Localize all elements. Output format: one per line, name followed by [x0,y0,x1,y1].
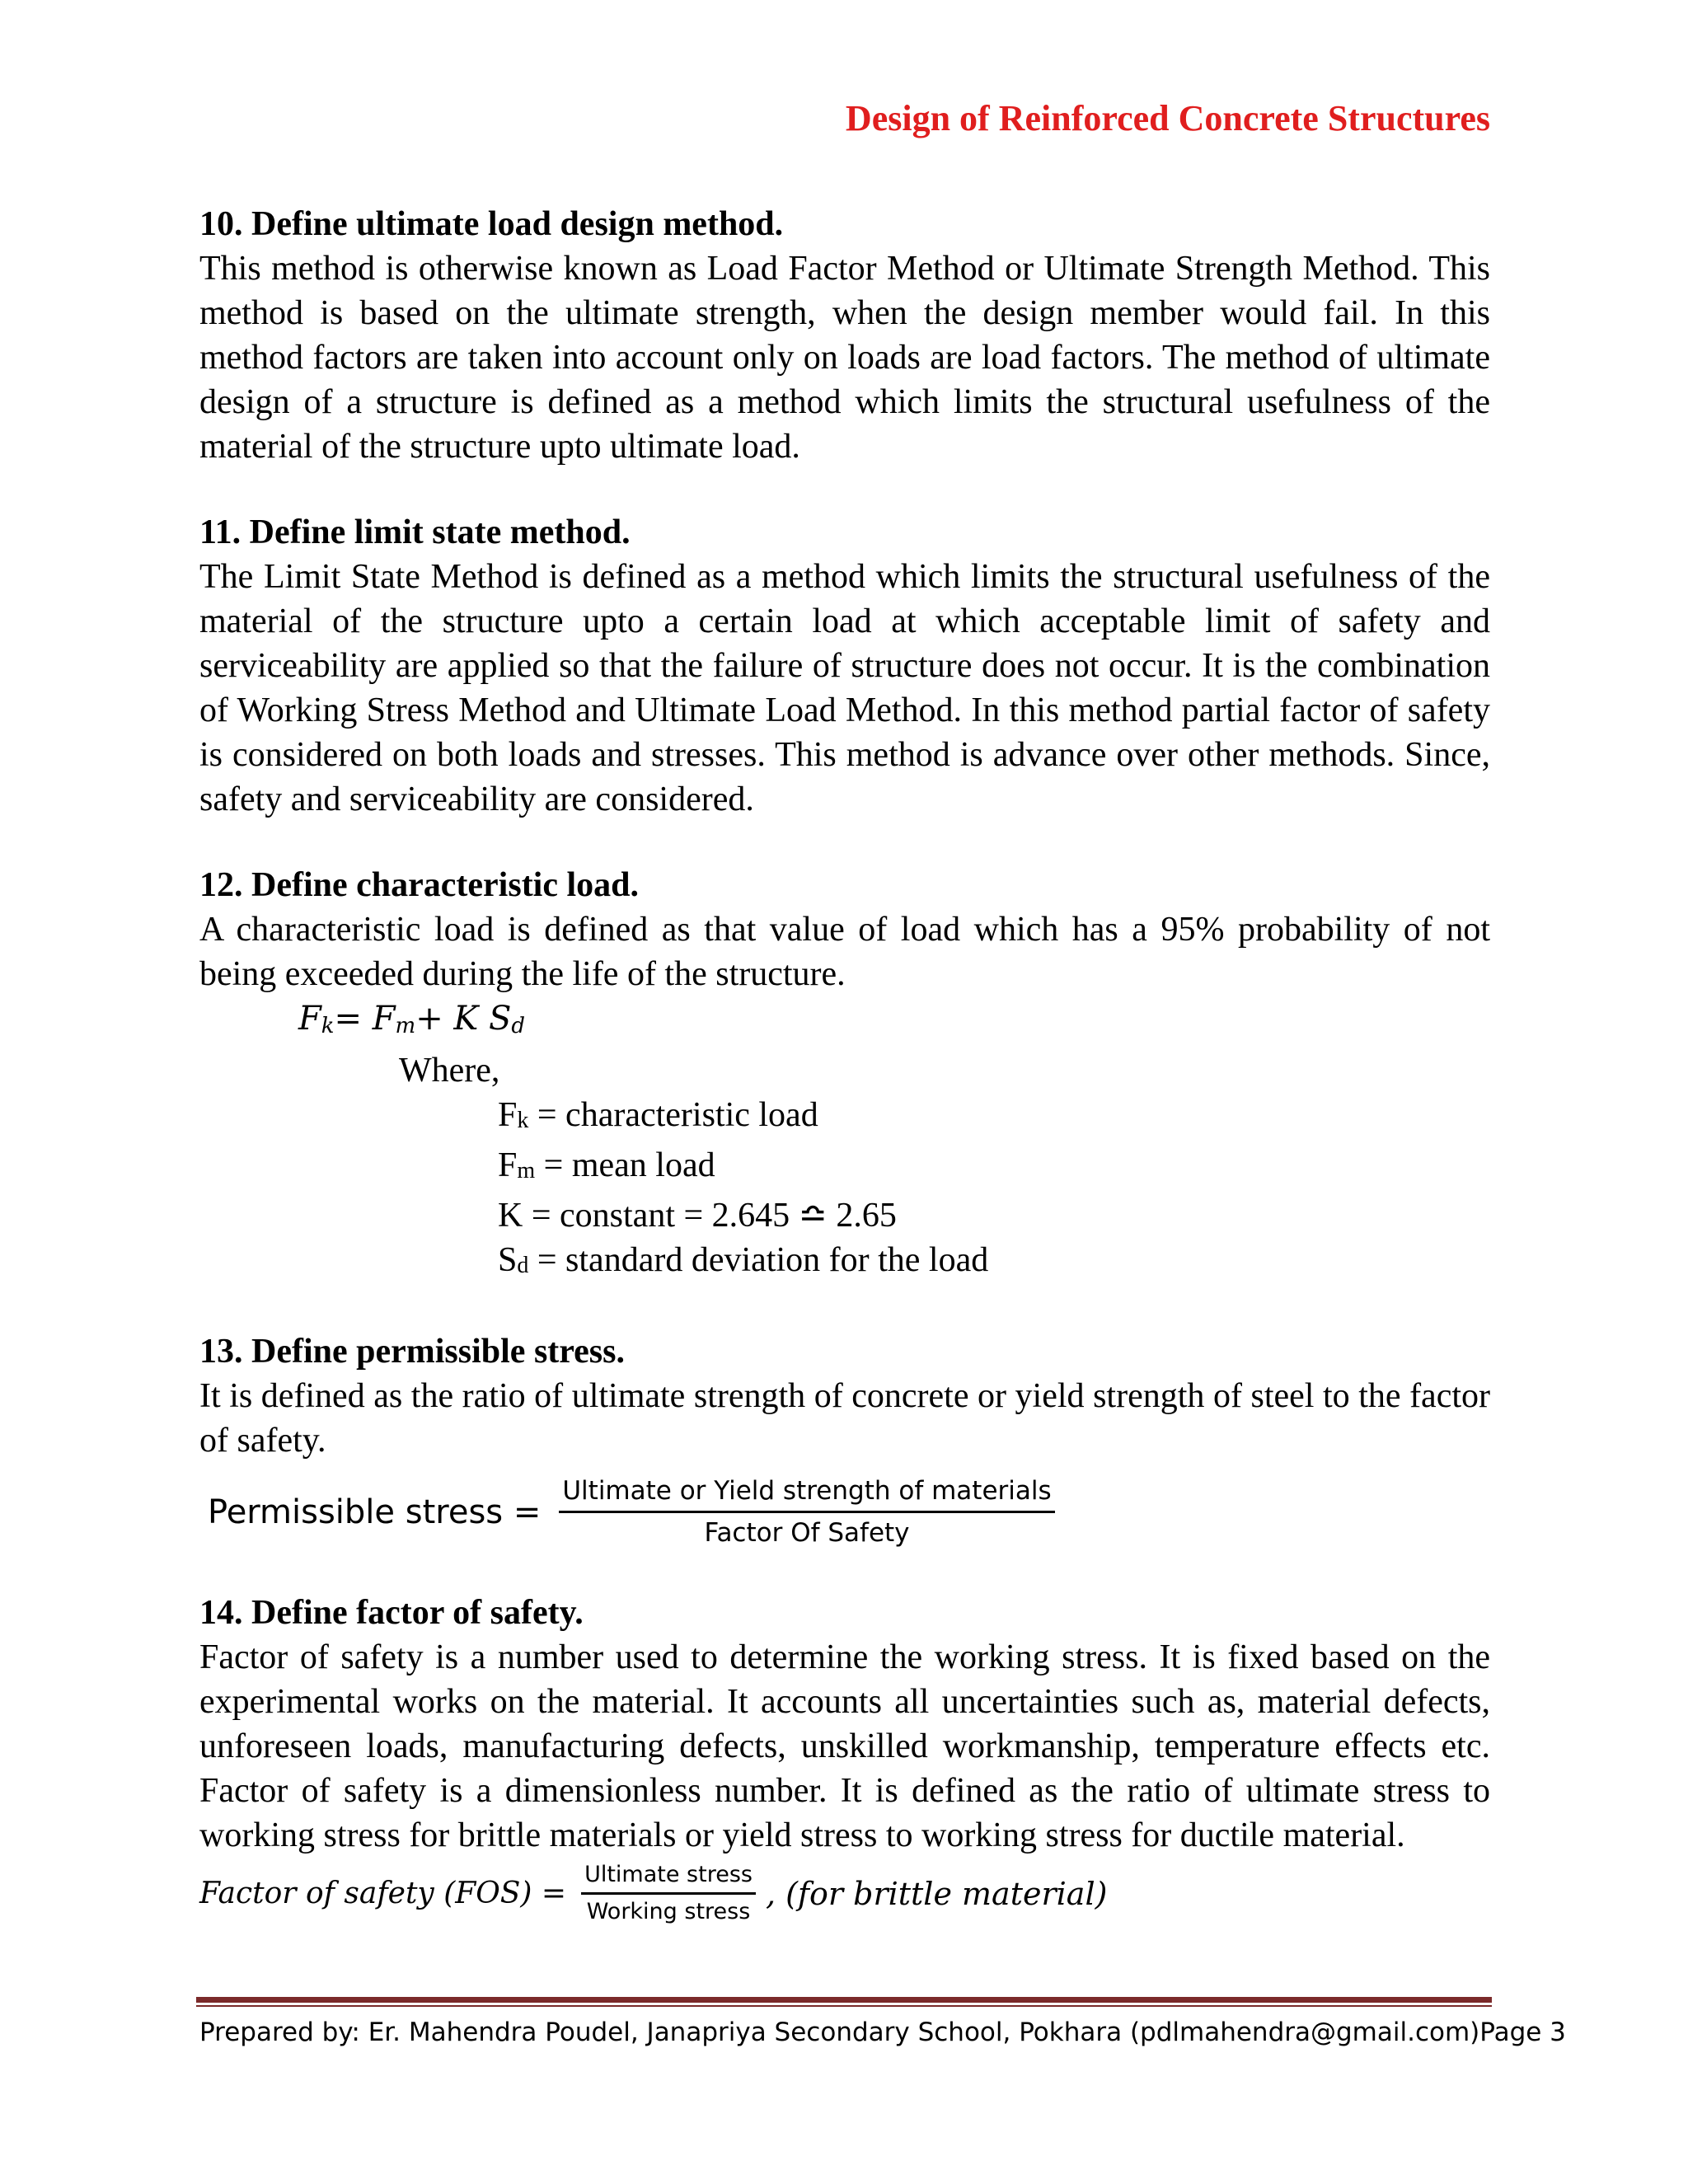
page-number: Page 3 [1479,2018,1566,2047]
definition-sd: $S_d$ = standard deviation for the load [498,1241,989,1279]
permissible-stress-formula [199,1474,1490,1549]
answer-paragraph: Factor of safety is a number used to determine the working stress. It is fixed based on the experimental works on the material. It accounts all uncertainties such as, material defects, unforeseen loads, manufacturing defects, unskilled workmanship, temperature effects etc. Factor of safety is a dimensionless number. It is defined as the ratio of ultimate stress to working stress for brittle materials or yield stress to working stress for ductile material. [199,1638,1490,1854]
question-heading: 13. Define permissible stress. [199,1333,625,1371]
formula-lhs: Permissible stress = [208,1493,542,1531]
definition-k: K = constant = 2.645 ≏ 2.65 [498,1197,897,1235]
question-heading: 14. Define factor of safety. [199,1594,584,1632]
section-14 [199,1591,1490,1926]
fraction-bar [559,1511,1054,1513]
footer-credit: Prepared by: Er. Mahendra Poudel, Janapriya Secondary School, Pokhara (pdlmahendra@gmail.com) [199,2018,1480,2047]
symbol-definitions [199,1093,1490,1288]
answer-paragraph: A characteristic load is defined as that value of load which has a 95% probability of not being exceeded during the life of the structure. [199,911,1490,993]
definition-fm: $F_m$ = mean load [498,1146,715,1184]
answer-paragraph: It is defined as the ratio of ultimate strength of concrete or yield strength of steel to the factor of safety. [199,1377,1490,1460]
definition-fk: $F_k$ = characteristic load [498,1096,818,1134]
characteristic-load-formula: $F_k= F_m+ K$ $S_d$ [298,1000,526,1038]
formula-rhs: , (for brittle material) [765,1875,1108,1912]
factor-of-safety-formula [199,1861,1490,1926]
answer-paragraph: This method is otherwise known as Load Factor Method or Ultimate Strength Method. This method is based on the ultimate strength, when the design member would fail. In this method factors are taken into account only on loads are load factors. The method of ultimate design of a structure is defined as a method which limits the structural usefulness of the material of the structure upto ultimate load. [199,250,1490,466]
section-11 [199,510,1490,822]
answer-paragraph: The Limit State Method is defined as a method which limits the structural usefulness of the material of the structure upto a certain load at which acceptable limit of safety and serviceability are applied so that the failure of structure does not occur. It is the combination of Working Stress Method and Ultimate Load Method. In this method partial factor of safety is considered on both loads and stresses. This method is advance over other methods. Since, safety and serviceability are considered. [199,558,1490,818]
question-heading: 12. Define characteristic load. [199,866,640,904]
fraction-denominator: Working stress [586,1899,751,1924]
section-10 [199,202,1490,469]
page-footer [199,2011,1566,2054]
question-heading: 11. Define limit state method. [199,513,631,551]
section-12 [199,863,1490,1288]
fraction-bar [581,1892,756,1895]
footer-rule-thin [196,2005,1492,2007]
page-content [199,202,1490,1967]
fraction-denominator: Factor Of Safety [704,1518,910,1548]
footer-rule [196,1997,1492,2003]
running-header: Design of Reinforced Concrete Structures [845,98,1490,138]
formula-lhs: Factor of safety (FOS) = [199,1877,567,1910]
question-heading: 10. Define ultimate load design method. [199,205,784,243]
fraction-numerator: Ultimate stress [584,1862,753,1887]
fraction [559,1474,1054,1549]
section-13 [199,1329,1490,1549]
fraction-numerator: Ultimate or Yield strength of materials [562,1476,1052,1506]
where-label: Where, [399,1052,500,1090]
fraction [581,1861,756,1926]
